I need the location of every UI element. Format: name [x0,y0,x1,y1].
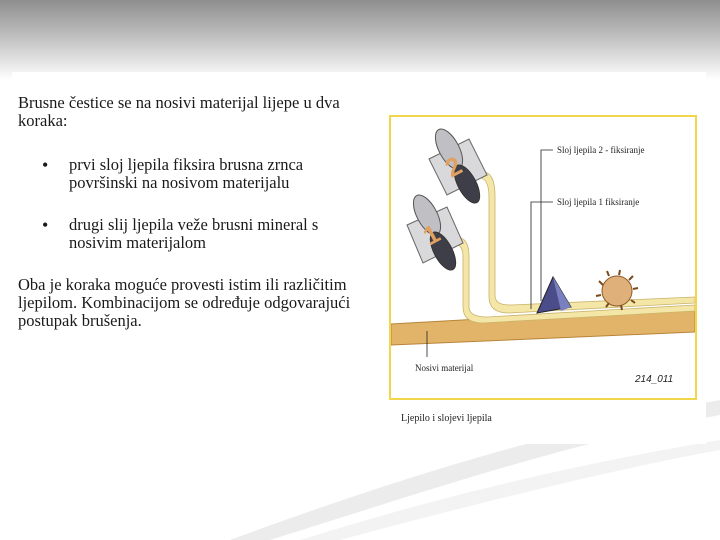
label-base-material: Nosivi materijal [415,363,474,373]
glue-stream-1 [451,237,695,323]
can-1-number: 1 [417,217,445,252]
bullet-item-1: prvi sloj ljepila fiksira brusna zrnca površinski na nosivom materijalu [69,155,304,192]
label-glue-layer-1: Sloj ljepila 1 fiksiranje [557,197,640,207]
intro-paragraph: Brusne čestice se na nosivi materijal lijepe u dva koraka: [18,93,340,130]
abrasive-crystal [537,277,571,313]
figure-caption: Ljepilo i slojevi ljepila [401,413,492,424]
callout-line-layer2 [541,150,553,301]
glue-layers-illustration [391,117,695,398]
can-2-number: 2 [439,149,467,184]
conclusion-paragraph: Oba je koraka moguće provesti istim ili različitim ljepilom. Kombinacijom se određuje odgovarajući postupak brušenja. [18,275,351,330]
glue-stream-2 [477,171,695,313]
glue-layers-figure [389,115,697,400]
bullet-marker: • [42,155,49,175]
label-glue-layer-2: Sloj ljepila 2 - fiksiranje [557,145,645,155]
bullet-item-2: drugi slij ljepila veže brusni mineral s nosivim materijalom [69,215,319,252]
glue-can-2 [429,125,487,207]
figure-code: 214_011 [635,374,674,385]
glue-can-1 [407,191,463,274]
bullet-marker: • [42,215,49,235]
